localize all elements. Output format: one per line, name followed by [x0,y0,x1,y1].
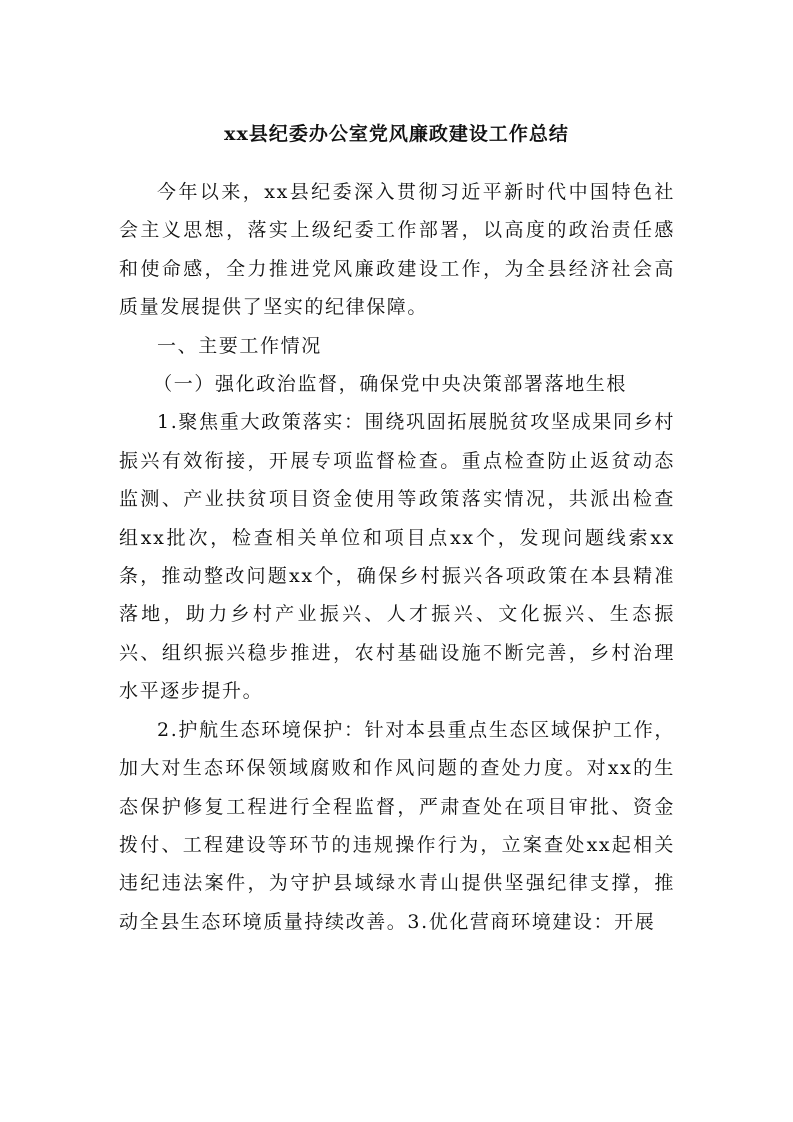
document-body [119,173,675,941]
section-heading: 一、主要工作情况 [157,334,322,357]
document-title: xx县纪委办公室党风廉政建设工作总结 [224,123,569,145]
body-paragraph: 2.护航生态环境保护：针对本县重点生态区域保护工作，加大对生态环保领域腐败和作风问题的查处力度。对xx的生态保护修复工程进行全程监督，严肃查处在项目审批、资金拨付、工程建设等环节的违规操作行为，立案查处xx起相关违纪违法案件，为守护县域绿水青山提供坚强纪律支撑，推动全县生态环境质量持续改善。3.优化营商环境建设：开展 [119,718,675,933]
subsection-heading: （一）强化政治监督，确保党中央决策部署落地生根 [153,373,627,396]
intro-paragraph: 今年以来，xx县纪委深入贯彻习近平新时代中国特色社会主义思想，落实上级纪委工作部署，以高度的政治责任感和使命感，全力推进党风廉政建设工作，为全县经济社会高质量发展提供了坚实的纪律保障。 [119,181,675,319]
body-paragraph: 1.聚焦重大政策落实：围绕巩固拓展脱贫攻坚成果同乡村振兴有效衔接，开展专项监督检查。重点检查防止返贫动态监测、产业扶贫项目资金使用等政策落实情况，共派出检查组xx批次，检查相关单位和项目点xx个，发现问题线索xx条，推动整改问题xx个，确保乡村振兴各项政策在本县精准落地，助力乡村产业振兴、人才振兴、文化振兴、生态振兴、组织振兴稳步推进，农村基础设施不断完善，乡村治理水平逐步提升。 [119,411,675,703]
